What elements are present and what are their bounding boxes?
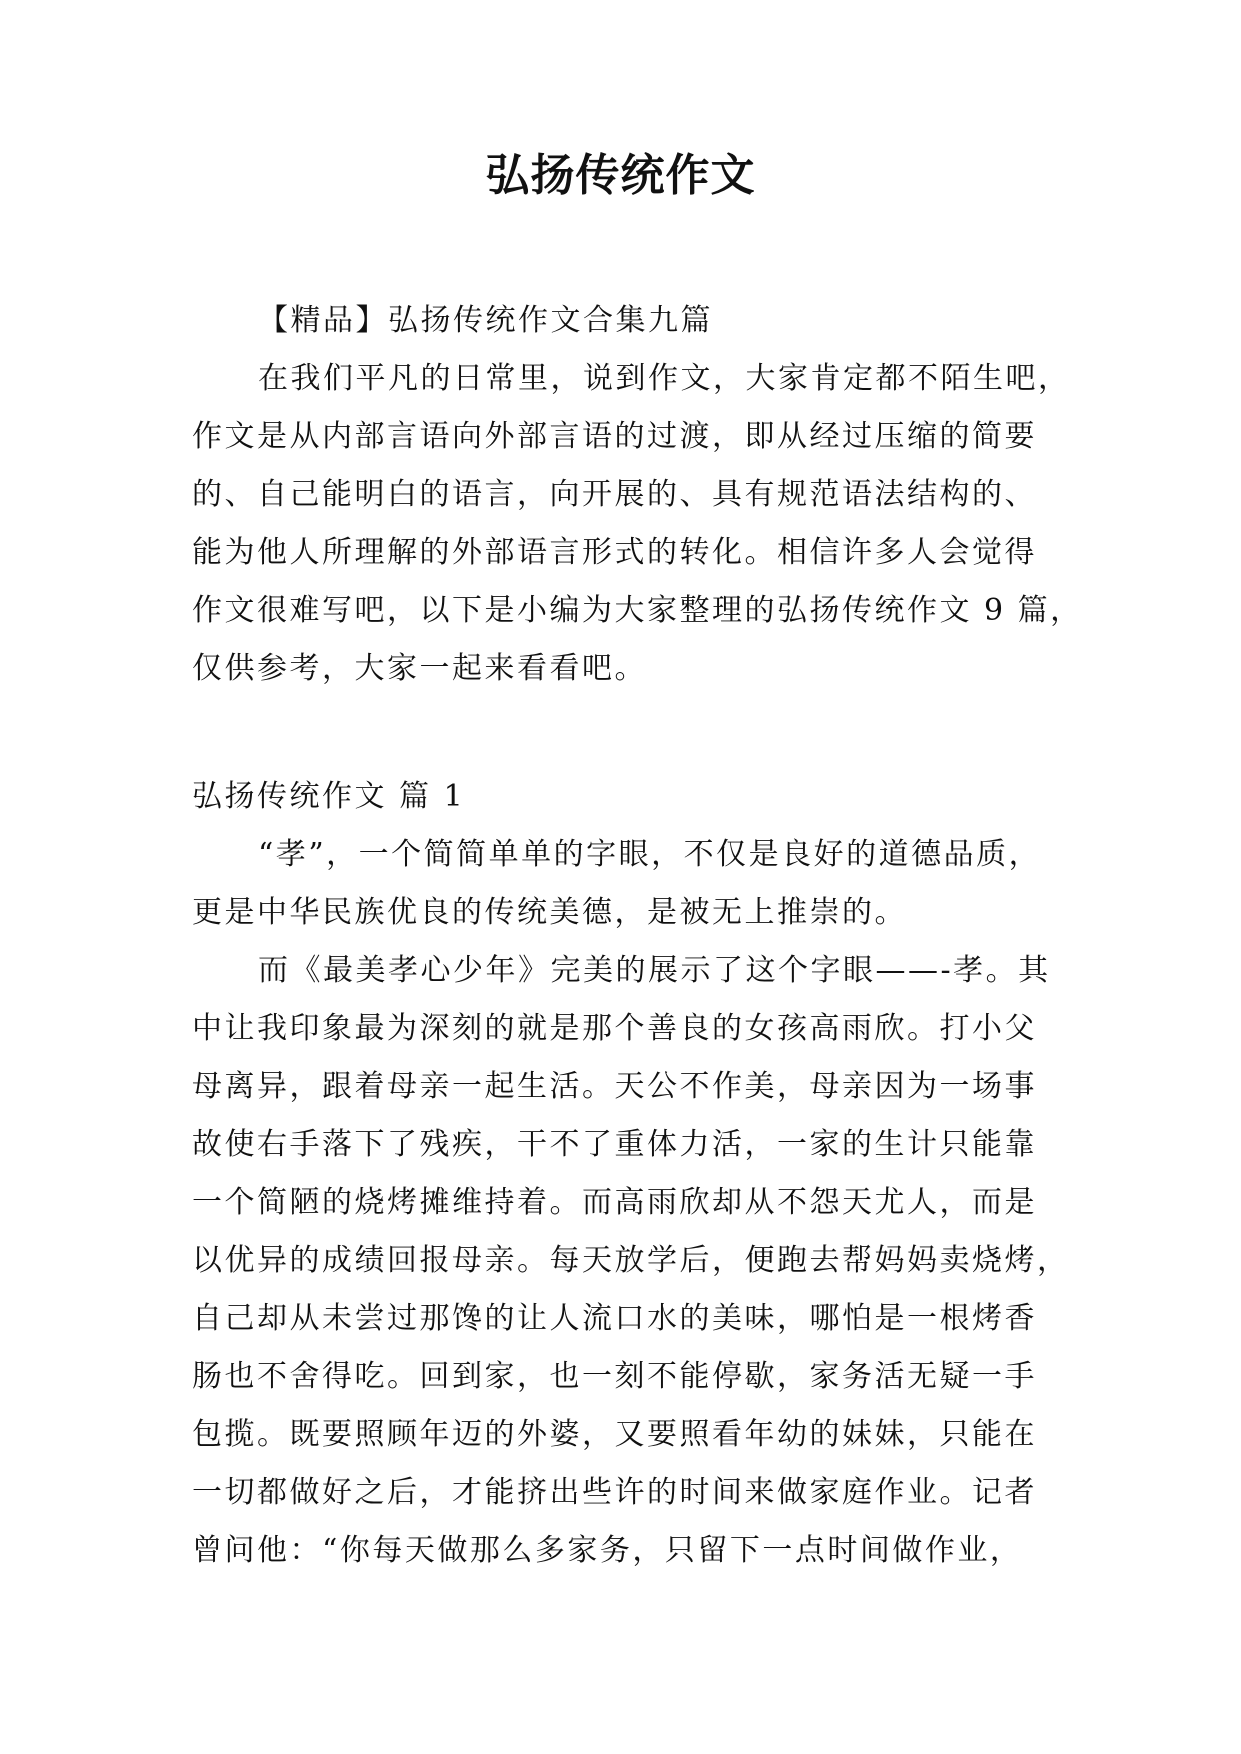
text-line: 中让我印象最为深刻的就是那个善良的女孩高雨欣。打小父	[192, 1011, 1037, 1046]
document-body	[192, 292, 1083, 1580]
section-heading: 弘扬传统作文 篇 1	[192, 779, 466, 814]
text-line: 更是中华民族优良的传统美德，是被无上推崇的。	[192, 895, 907, 930]
text-line: 自己却从未尝过那馋的让人流口水的美味，哪怕是一根烤香	[192, 1301, 1037, 1336]
essay-paragraph-1	[192, 826, 1062, 942]
text-line: 能为他人所理解的外部语言形式的转化。相信许多人会觉得	[192, 535, 1037, 570]
text-line: “孝”，一个简简单单的字眼，不仅是良好的道德品质，	[258, 837, 1042, 872]
text-line: 肠也不舍得吃。回到家，也一刻不能停歇，家务活无疑一手	[192, 1359, 1037, 1394]
text-line: 曾问他：“你每天做那么多家务，只留下一点时间做作业，	[192, 1533, 1023, 1568]
text-line: 以优异的成绩回报母亲。每天放学后，便跑去帮妈妈卖烧烤，	[192, 1243, 1070, 1278]
text-line: 在我们平凡的日常里，说到作文，大家肯定都不陌生吧，	[258, 361, 1071, 396]
text-line: 而《最美孝心少年》完美的展示了这个字眼——-孝。其	[258, 953, 1051, 988]
collection-subtitle: 【精品】弘扬传统作文合集九篇	[258, 303, 713, 338]
text-line: 作文很难写吧，以下是小编为大家整理的弘扬传统作文 9 篇，	[192, 593, 1083, 628]
text-line: 故使右手落下了残疾，干不了重体力活，一家的生计只能靠	[192, 1127, 1037, 1162]
intro-paragraph	[192, 350, 1083, 698]
text-line: 的、自己能明白的语言，向开展的、具有规范语法结构的、	[192, 477, 1037, 512]
section-spacer	[192, 698, 1062, 768]
text-line: 包揽。既要照顾年迈的外婆，又要照看年幼的妹妹，只能在	[192, 1417, 1037, 1452]
text-line: 母离异，跟着母亲一起生活。天公不作美，母亲因为一场事	[192, 1069, 1037, 1104]
text-line: 一切都做好之后，才能挤出些许的时间来做家庭作业。记者	[192, 1475, 1037, 1510]
text-line: 作文是从内部言语向外部言语的过渡，即从经过压缩的简要	[192, 419, 1037, 454]
text-line: 仅供参考，大家一起来看看吧。	[192, 651, 647, 686]
essay-paragraph-2	[192, 942, 1070, 1580]
page-title: 弘扬传统作文	[485, 150, 756, 201]
text-line: 一个简陋的烧烤摊维持着。而高雨欣却从不怨天尤人，而是	[192, 1185, 1037, 1220]
